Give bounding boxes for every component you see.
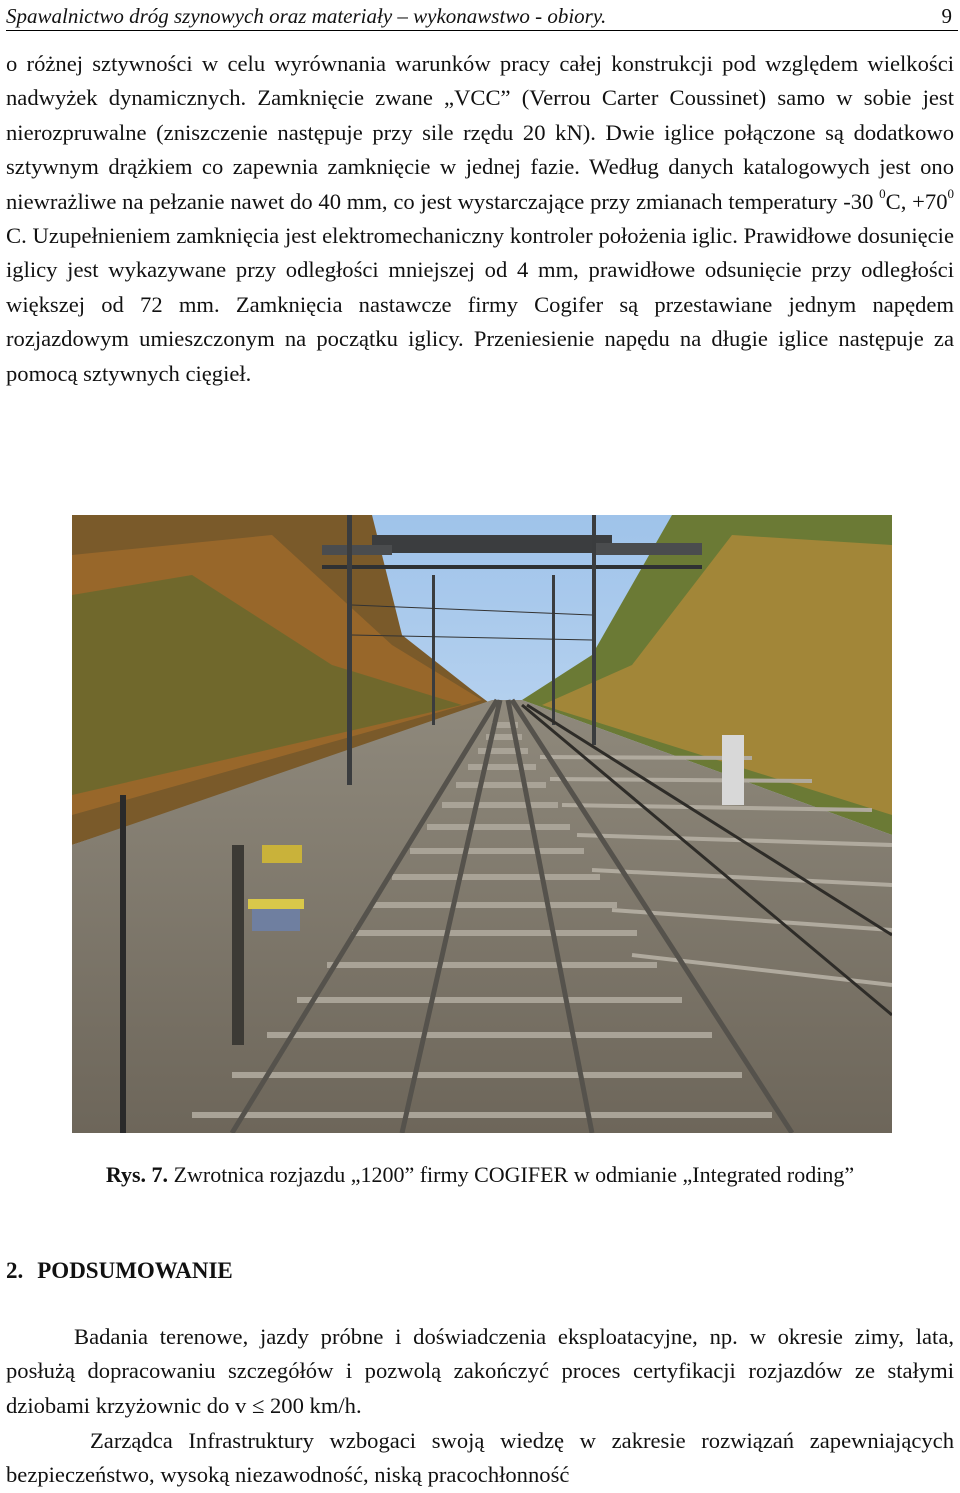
superscript-degree: 0: [947, 186, 955, 202]
figure-label: Rys. 7.: [105, 1162, 169, 1187]
paragraph-text: o różnej sztywności w celu wyrównania warunków pracy całej konstrukcji pod względem wielkości nadwyżek dynamicznych. Zamknięcie zwane „VCC” (Verrou Carter Coussinet) samo w sobie jest nierozpruwalne (zniszczenie następuje przy sile rzędu 20 kN). Dwie iglice połączone są dodatkowo sztywnym drążkiem co zapewnia zamknięcie w jednej fazie. Według danych katalogowych jest ono niewrażliwe na pełzanie nawet do 40 mm, co jest wystarczające przy zmianach temperatury -30: [6, 51, 954, 214]
railway-switch-photo: [72, 515, 892, 1133]
section-heading: [6, 1258, 233, 1284]
section-number: 2.: [6, 1258, 24, 1283]
body-paragraph: [6, 47, 954, 391]
page-header: [6, 4, 958, 31]
railway-photo-illustration: [72, 515, 892, 1133]
running-title: Spawalnictwo dróg szynowych oraz materiały – wykonawstwo - obiory.: [6, 4, 607, 28]
summary-paragraph: [6, 1320, 954, 1423]
figure-caption-text: Zwrotnica rozjazdu „1200” firmy COGIFER w odmianie „Integrated roding”: [173, 1162, 855, 1187]
summary-text: Badania terenowe, jazdy próbne i doświadczenia eksploatacyjne, np. w okresie zimy, lata, posłużą dopracowaniu szczegółów i pozwolą zakończyć proces certyfikacji rozjazdów ze stałymi dziobami krzyżownic do v ≤ 200 km/h.: [6, 1324, 954, 1418]
superscript-degree: 0: [879, 186, 886, 202]
figure-caption: [10, 1162, 950, 1188]
unit-text: C, +70: [885, 188, 948, 214]
section-title: PODSUMOWANIE: [37, 1258, 233, 1283]
summary-paragraph-2: [6, 1424, 954, 1493]
paragraph-text-end: C. Uzupełnieniem zamknięcia jest elektromechaniczny kontroler położenia iglic. Prawidłowe dosunięcie iglicy jest wykazywane przy odległości mniejszej od 4 mm, prawidłowe odsunięcie przy odległości większej od 72 mm. Zamknięcia nastawcze firmy Cogifer są przestawiane jednym napędem rozjazdowym umieszczonym na początku iglicy. Przeniesienie napędu na długie iglice następuje za pomocą sztywnych cięgieł.: [6, 223, 954, 386]
page-number: 9: [941, 4, 952, 28]
summary-text-2: Zarządca Infrastruktury wzbogaci swoją wiedzę w zakresie rozwiązań zapewniających bezpieczeństwo, wysoką niezawodność, niską pracochłonność: [6, 1428, 954, 1488]
